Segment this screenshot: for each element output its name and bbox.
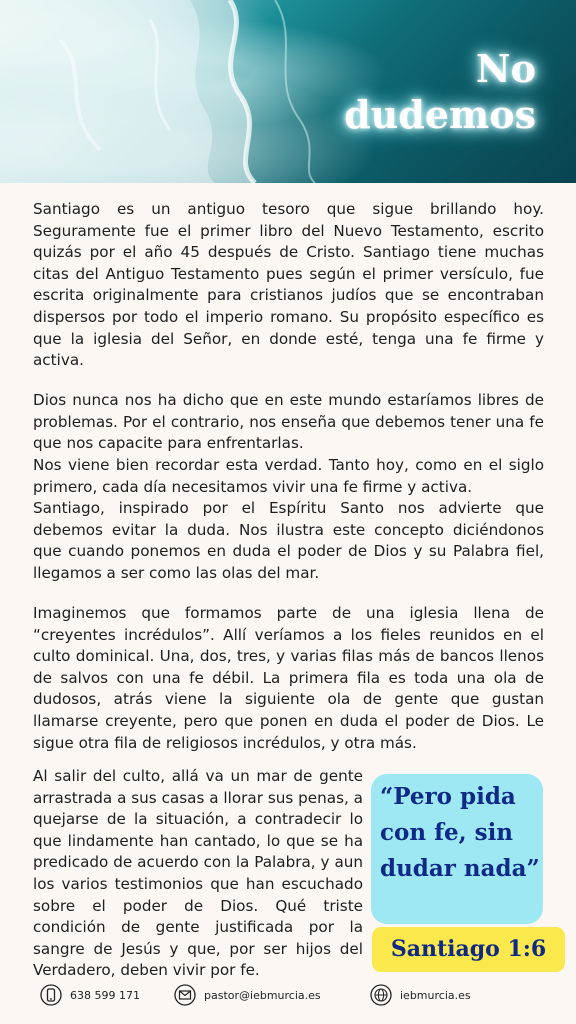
- footer-phone[interactable]: [40, 984, 140, 1006]
- paragraph-church: Imaginemos que formamos parte de una iglesia llena de “creyentes incrédulos”. Allí veríamos a los fieles reunidos en el culto dominical. Una, dos, tres, y varias filas más de bancos llenos de salvos con una fe débil. La primera fila es toda una ola de dudosos, atrás viene la siguiente ola de gente que gustan llamarse creyente, pero que ponen en duda el poder de Dios. Le sigue otra fila de religiosos incrédulos, y otra más.: [33, 604, 544, 752]
- mail-icon: [174, 984, 196, 1006]
- quote-text: “Pero pida con fe, sin dudar nada”: [380, 783, 540, 882]
- paragraph-after-service: Al salir del culto, allá va un mar de gente arrastrada a sus casas a llorar sus penas, a quejarse de la situación, a contradecir lo que lindamente han cantado, lo que se ha predicado de acuerdo con la Palabra, y aun los varios testimonios que han escuchado sobre el poder de Dios. Qué triste condición de gente justificada por la sangre de Jesús y que, por ser hijos del Verdadero, deben vivir por fe.: [33, 767, 363, 980]
- globe-icon: [370, 984, 392, 1006]
- footer-email[interactable]: [174, 984, 321, 1006]
- phone-number: 638 599 171: [70, 988, 140, 1002]
- hero-ocean-image: [0, 0, 576, 183]
- phone-icon: [40, 984, 62, 1006]
- page-title: [236, 46, 536, 138]
- title-line-1: No: [475, 46, 536, 91]
- paragraph-reminder: Nos viene bien recordar esta verdad. Tanto hoy, como en el siglo primero, cada día necesitamos vivir una fe firme y activa.: [33, 456, 544, 496]
- email-address: pastor@iebmurcia.es: [204, 988, 321, 1002]
- title-line-2: dudemos: [344, 92, 536, 137]
- verse-reference: Santiago 1:6: [390, 936, 547, 962]
- paragraph-doubt: Santiago, inspirado por el Espíritu Santo nos advierte que debemos evitar la duda. Nos ilustra este concepto diciéndonos que cuando ponemos en duda el poder de Dios y su Palabra fiel, llegamos a ser como las olas del mar.: [33, 499, 544, 582]
- paragraph-intro: Santiago es un antiguo tesoro que sigue brillando hoy. Seguramente fue el primer libro del Nuevo Testamento, escrito quizás por el año 45 después de Cristo. Santiago tiene muchas citas del Antiguo Testamento pues según el primer versículo, fue escrita originalmente para cristianos judíos que se encontraban dispersos por todo el imperio romano. Su propósito específico es que la iglesia del Señor, en donde esté, tenga una fe firme y activa.: [33, 200, 544, 370]
- website-url: iebmurcia.es: [400, 988, 471, 1002]
- footer-website[interactable]: [370, 984, 471, 1006]
- paragraph-problems: Dios nunca nos ha dicho que en este mundo estaríamos libres de problemas. Por el contrario, nos enseña que debemos tener una fe que nos capacite para enfrentarlas.: [33, 391, 544, 453]
